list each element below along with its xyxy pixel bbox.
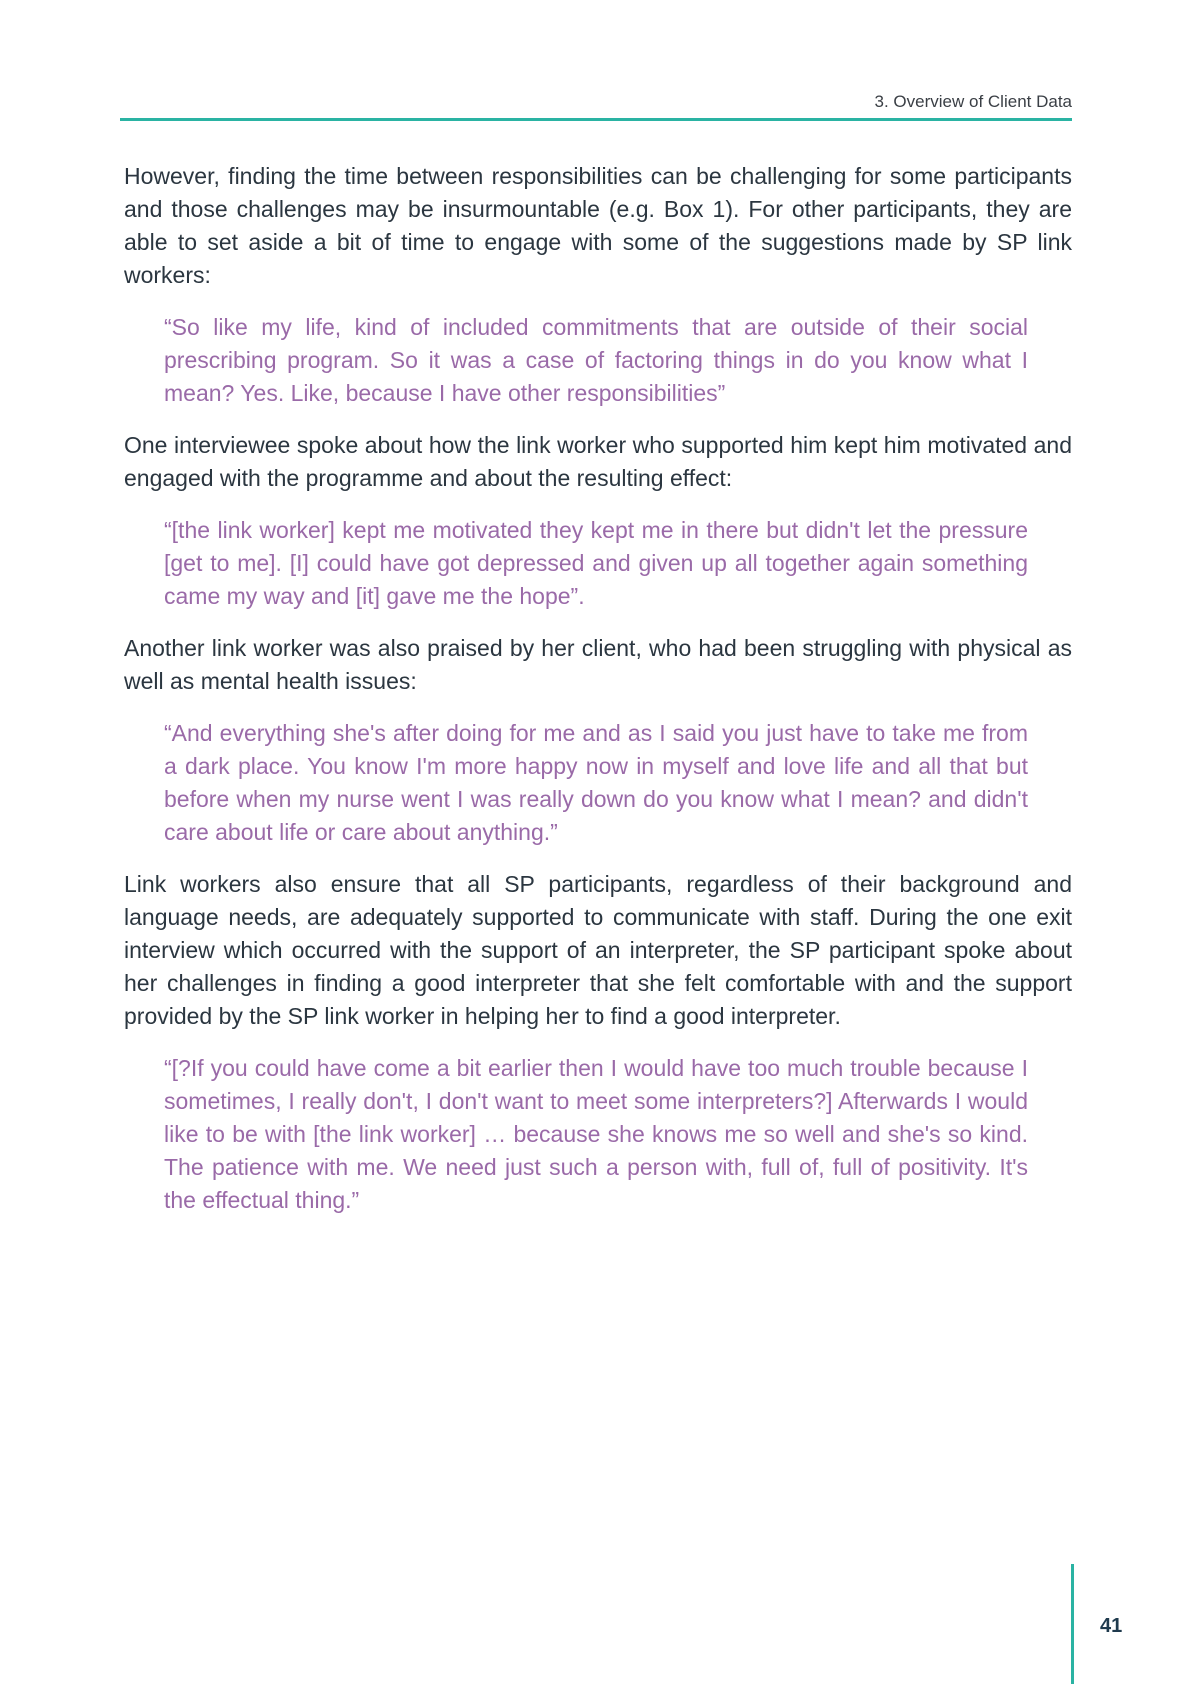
participant-quote: “[the link worker] kept me motivated they kept me in there but didn't let the pressure [get to me]. [I] could have got depressed and given up all together again something came my way and [it] gave me the hope”. — [164, 517, 1028, 609]
body-paragraph: One interviewee spoke about how the link worker who supported him kept him motivated and engaged with the programme and about the resulting effect: — [124, 432, 1072, 491]
body-paragraph: Link workers also ensure that all SP participants, regardless of their background and language needs, are adequately supported to communicate with staff. During the one exit interview which occurred with the support of an interpreter, the SP participant spoke about her challenges in finding a good interpreter that she felt comfortable with and the support provided by the SP link worker in helping her to find a good interpreter. — [124, 871, 1072, 1029]
page-content — [124, 160, 1072, 1236]
section-title: 3. Overview of Client Data — [874, 92, 1072, 111]
participant-quote: “So like my life, kind of included commitments that are outside of their social prescribing program. So it was a case of factoring things in do you know what I mean? Yes. Like, because I have other responsibilities” — [164, 314, 1028, 406]
footer-divider — [1071, 1564, 1074, 1684]
header-divider — [120, 118, 1072, 121]
page-number: 41 — [1100, 1615, 1123, 1637]
participant-quote: “[?If you could have come a bit earlier then I would have too much trouble because I sometimes, I really don't, I don't want to meet some interpreters?] Afterwards I would like to be with [the link worker] … because she knows me so well and she's so kind. The patience with me. We need just such a person with, full of, full of positivity. It's the effectual thing.” — [164, 1055, 1028, 1213]
participant-quote: “And everything she's after doing for me and as I said you just have to take me from a dark place. You know I'm more happy now in myself and love life and all that but before when my nurse went I was really down do you know what I mean? and didn't care about life or care about anything.” — [164, 720, 1028, 845]
body-paragraph: Another link worker was also praised by her client, who had been struggling with physical as well as mental health issues: — [124, 635, 1072, 694]
body-paragraph: However, finding the time between responsibilities can be challenging for some participants and those challenges may be insurmountable (e.g. Box 1). For other participants, they are able to set aside a bit of time to engage with some of the suggestions made by SP link workers: — [124, 163, 1072, 288]
